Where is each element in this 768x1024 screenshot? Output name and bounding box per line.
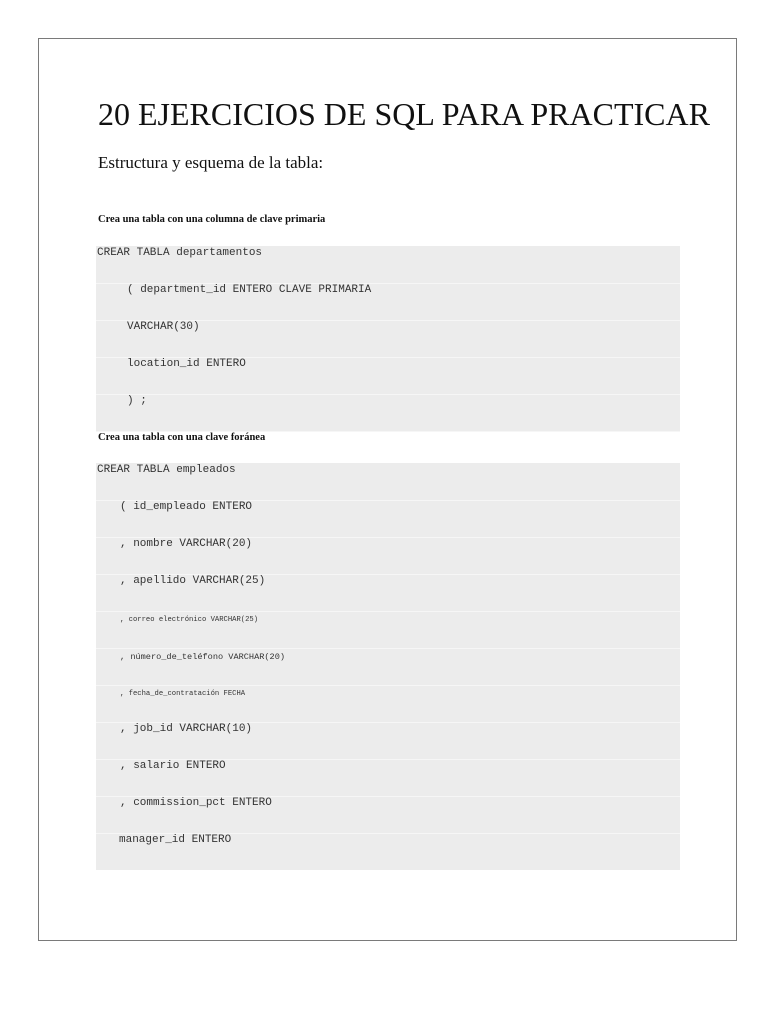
code-line: location_id ENTERO [96, 357, 680, 395]
code-line: , correo electrónico VARCHAR(25) [96, 611, 680, 649]
code-line: ) ; [96, 394, 680, 432]
code-line: , nombre VARCHAR(20) [96, 537, 680, 575]
code-block-empleados [96, 463, 680, 870]
code-line: , job_id VARCHAR(10) [96, 722, 680, 760]
code-line: VARCHAR(30) [96, 320, 680, 358]
code-line: , número_de_teléfono VARCHAR(20) [96, 648, 680, 686]
code-line: , commission_pct ENTERO [96, 796, 680, 834]
code-line: , salario ENTERO [96, 759, 680, 797]
document-title: 20 EJERCICIOS DE SQL PARA PRACTICAR [98, 96, 710, 132]
code-line: manager_id ENTERO [119, 834, 232, 846]
code-block-departamentos [96, 246, 680, 432]
code-line: , fecha_de_contratación FECHA [96, 685, 680, 723]
document-page [38, 38, 737, 941]
section-label-foreign-key: Crea una tabla con una clave foránea [98, 432, 266, 443]
section-label-primary-key: Crea una tabla con una columna de clave primaria [98, 214, 326, 225]
code-line: ( id_empleado ENTERO [96, 500, 680, 538]
code-line: , apellido VARCHAR(25) [96, 574, 680, 612]
code-line: ( department_id ENTERO CLAVE PRIMARIA [96, 283, 680, 321]
code-line: CREAR TABLA departamentos [96, 246, 680, 284]
code-line: CREAR TABLA empleados [96, 463, 680, 501]
document-subtitle: Estructura y esquema de la tabla: [98, 153, 324, 172]
